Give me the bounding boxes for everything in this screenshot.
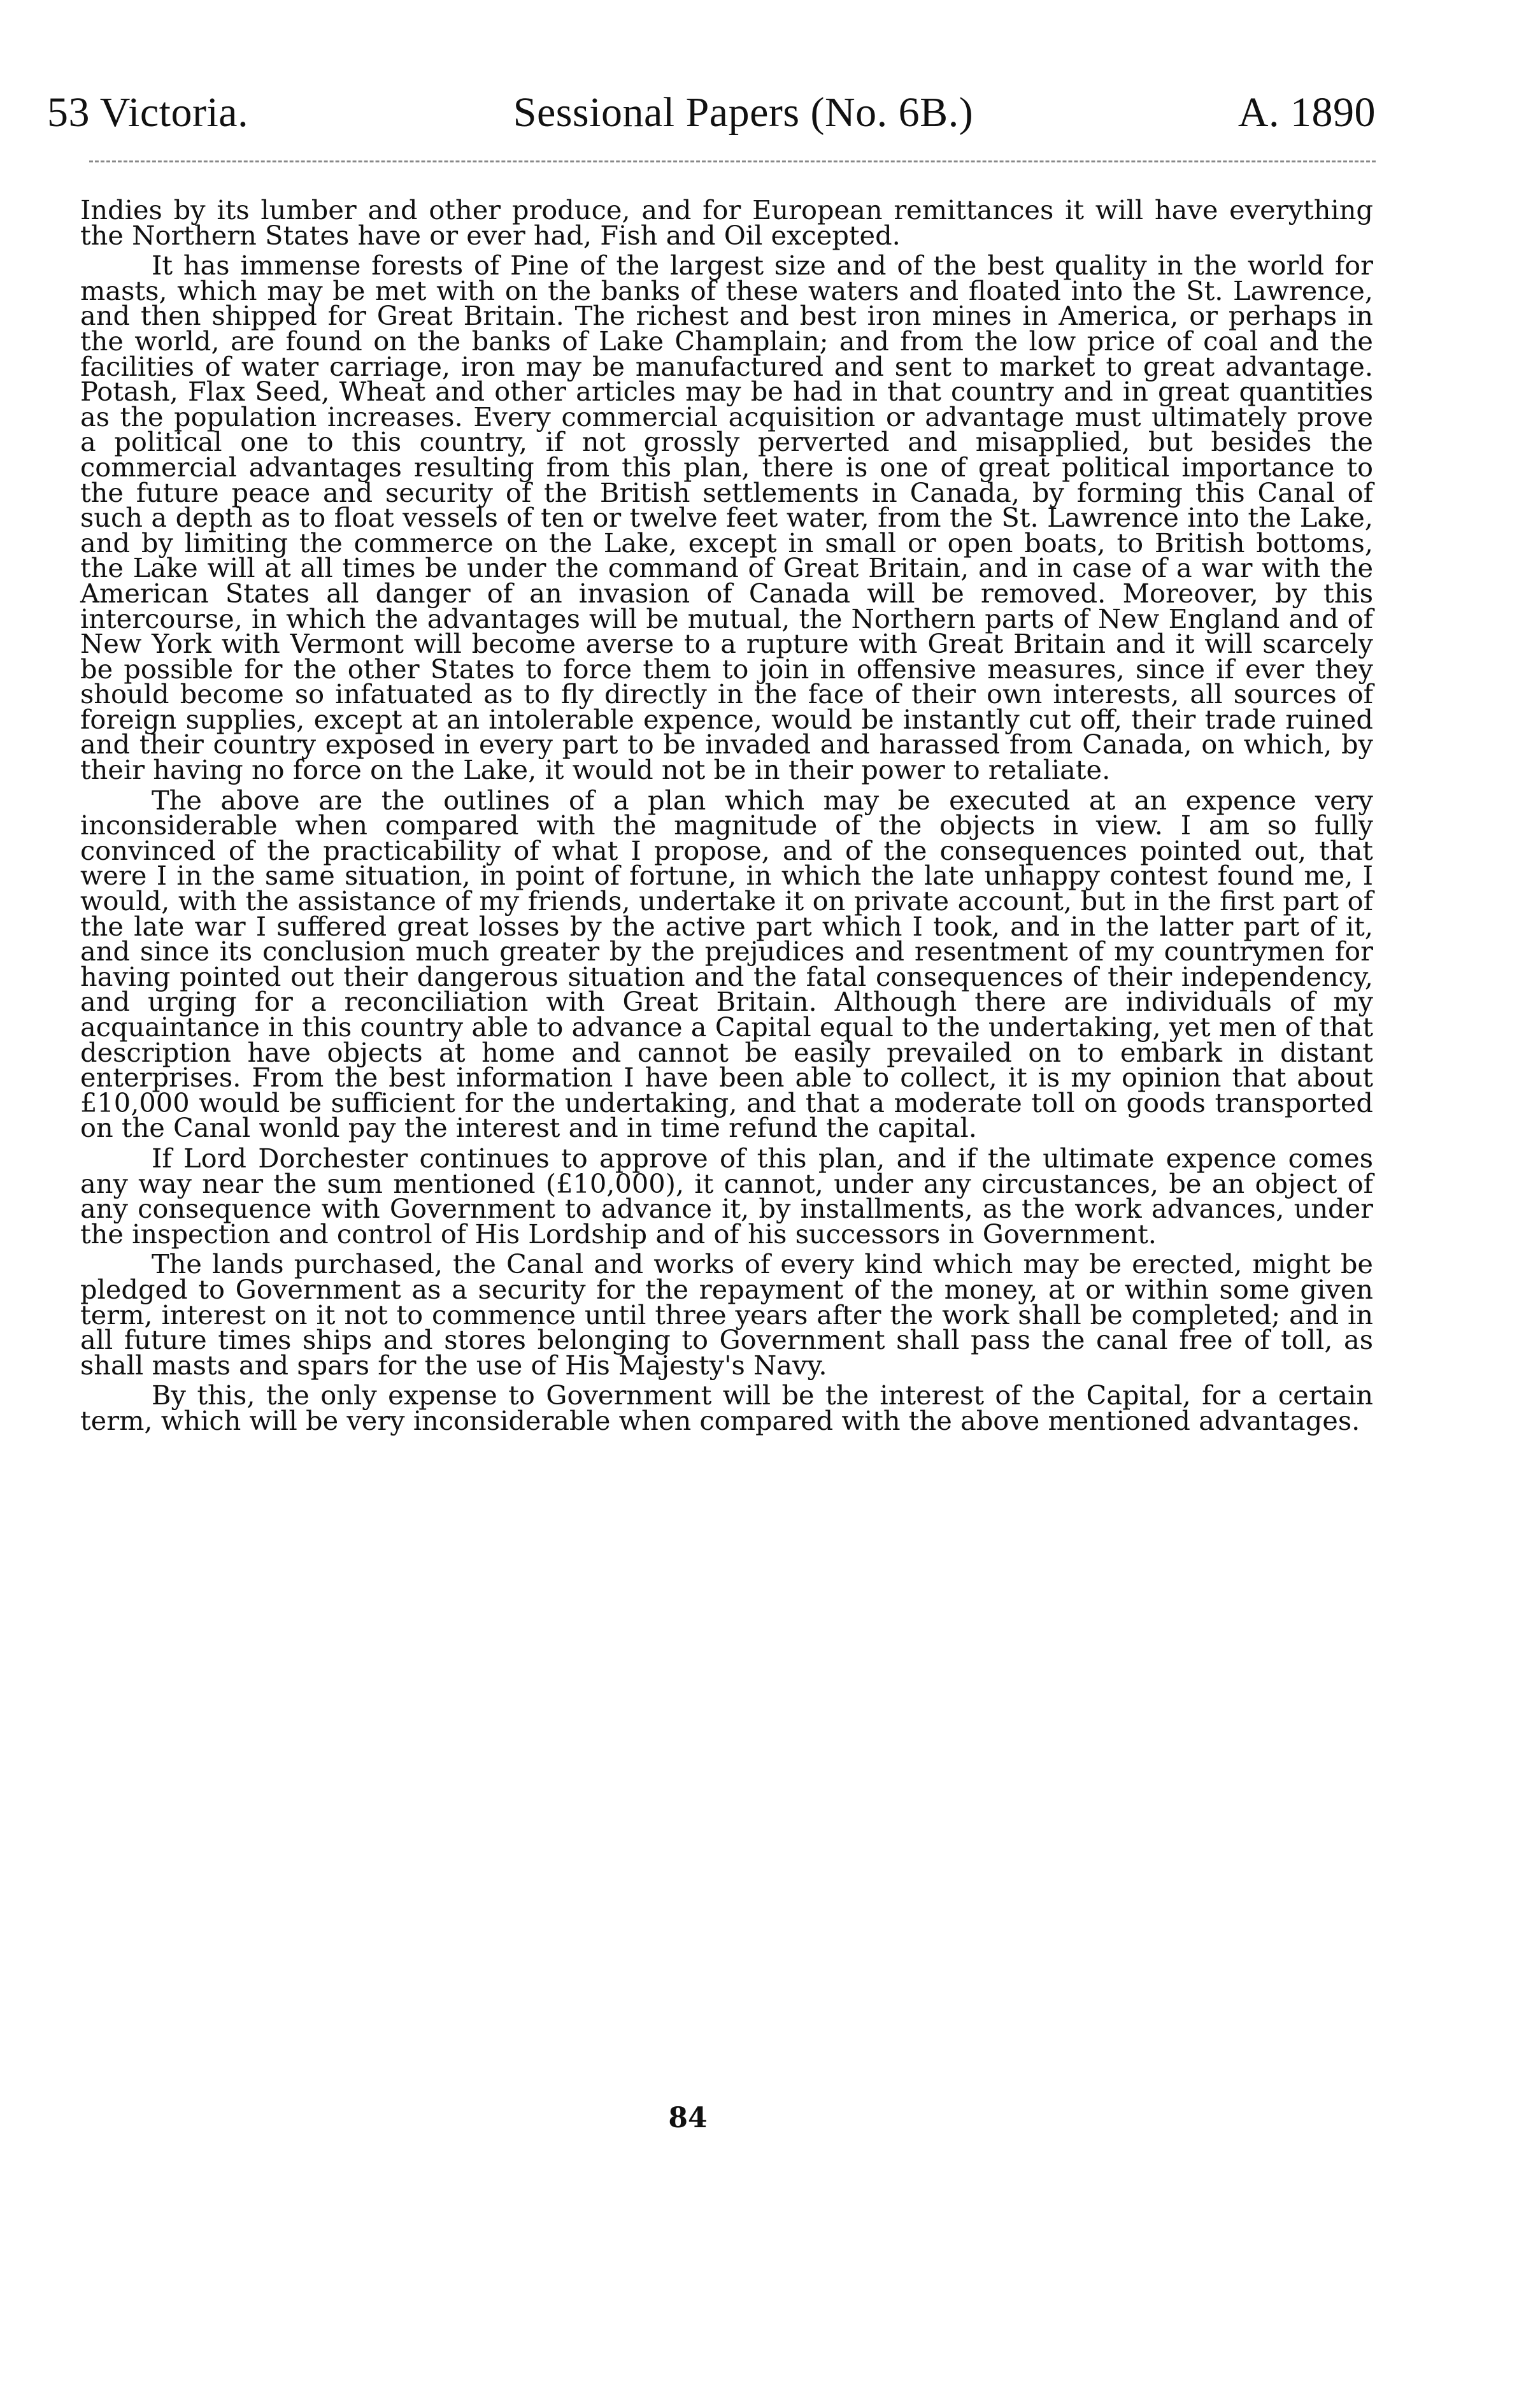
header-title: Sessional Papers (No. 6B.) (513, 89, 974, 136)
paragraph-expense: By this, the only expense to Government will be the interest of the Capital, for a certain term, which will be very inconsiderable when compared with the above mentioned advantages. (80, 1380, 1373, 1436)
header-rule (89, 160, 1376, 162)
page-number: 84 (668, 2102, 708, 2134)
header-year: A. 1890 (1237, 89, 1376, 136)
paragraph-plan-outline: The above are the outlines of a plan which may be executed at an expence very inconsiderable when compared with the magnitude of the objects in view. I am so fully convinced of the practicability of what I propose, and of the consequences pointed out, that were I in the same situation, in point of fortune, in which the late unhappy contest found me, I would, with the assistance of my friends, undertake it on private account, but in the first part of the late war I suffered great losses by the active part which I took, and in the latter part of it, and since its conclusion much greater by the prejudices and resentment of my countrymen for having pointed out their dangerous situation and the fatal consequences of their independency, and urging for a reconciliation with Great Britain. Although there are individuals of my acquaintance in this country able to advance a Capital equal to the undertaking, yet men of that description have objects at home and cannot be easily prevailed on to embark in distant enterprises. From the best information I have been able to collect, it is my opinion that about £10,000 would be sufficient for the undertaking, and that a moderate toll on goods transported on the Canal wonld pay the interest and in time refund the capital. (80, 784, 1373, 1144)
paragraph-lands-pledged: The lands purchased, the Canal and works of every kind which may be erected, might be pledged to Government as a security for the repayment of the money, at or within some given term, interest on it not to commence until three years after the work shall be completed; and in all future times ships and stores belonging to Government shall pass the canal free of toll, as shall masts and spars for the use of His Majesty's Navy. (80, 1248, 1373, 1381)
paragraph-continued: Indies by its lumber and other produce, and for European remittances it will have everything the Northern States have or ever had, Fish and Oil excepted. (80, 194, 1373, 251)
document-body (80, 194, 1373, 1436)
paragraph-forests: It has immense forests of Pine of the largest size and of the best quality in the world for masts, which may be met with on the banks of these waters and floated into the St. Lawrence, and then shipped for Great Britain. The richest and best iron mines in America, or perhaps in the world, are found on the banks of Lake Champlain; and from the low price of coal and the facilities of water carriage, iron may be manufactured and sent to market to great advantage. Potash, Flax Seed, Wheat and other articles may be had in that country and in great quantities as the population increases. Every commercial acquisition or advantage must ultimately prove a political one to this country, if not grossly perverted and misapplied, but besides the commercial advantages resulting from this plan, there is one of great political importance to the future peace and security of the British settlements in Canada, by forming this Canal of such a depth as to float vessels of ten or twelve feet water, from the St. Lawrence into the Lake, and by limiting the commerce on the Lake, except in small or open boats, to British bottoms, the Lake will at all times be under the command of Great Britain, and in case of a war with the American States all danger of an invasion of Canada will be removed. Moreover, by this intercourse, in which the advantages will be mutual, the Northern parts of New England and of New York with Vermont will become averse to a rupture with Great Britain and it will scarcely be possible for the other States to force them to join in offensive measures, since if ever they should become so infatuated as to fly directly in the face of their own interests, all sources of foreign supplies, except at an intolerable expence, would be instantly cut off, their trade ruined and their country exposed in every part to be invaded and harassed from Canada, on which, by their having no force on the Lake, it would not be in their power to retaliate. (80, 250, 1373, 786)
running-header (47, 76, 1376, 134)
paragraph-lord-dorchester: If Lord Dorchester continues to approve of this plan, and if the ultimate expence comes any way near the sum mentioned (£10,000), it cannot, under any circustances, be an object of any consequence with Government to advance it, by installments, as the work advances, under the inspection and control of His Lordship and of his successors in Government. (80, 1142, 1373, 1250)
header-session: 53 Victoria. (47, 89, 249, 136)
